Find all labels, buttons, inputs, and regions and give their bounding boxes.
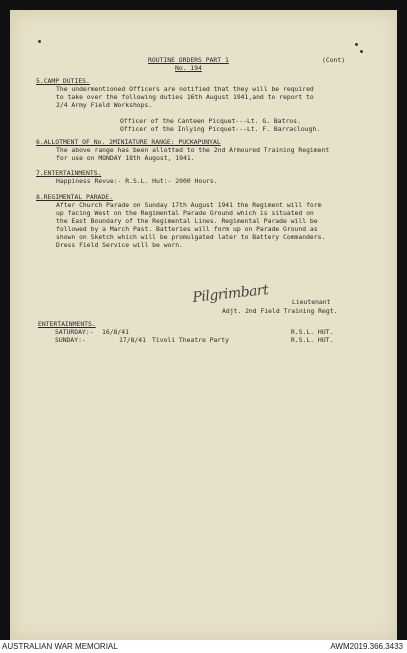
entertainment-row-day: SUNDAY:- (55, 336, 86, 344)
section-heading-entertainments: 7.ENTERTAINMENTS. (36, 169, 102, 177)
entertainment-row-date: 17/8/41 (119, 336, 146, 344)
allotment-line-2: for use on MONDAY 18th August, 1941. (56, 154, 195, 162)
entertainments-line: Happiness Revue:- R.S.L. Hut:- 2000 Hours. (56, 177, 218, 185)
duty-inlying-picquet: Officer of the Inlying Picquet---Lt. F. Barraclough. (120, 125, 321, 133)
entertainment-row-day: SATURDAY:- (55, 328, 94, 336)
entertainment-row-event: Tivoli Theatre Party (152, 336, 229, 344)
camp-duties-line-2: to take over the following duties 16th August 1941,and to report to (56, 93, 314, 101)
punch-hole (355, 43, 358, 46)
order-number: No. 194 (175, 64, 202, 72)
parade-line-1: After Church Parade on Sunday 17th August 1941 the Regiment will form (56, 201, 322, 209)
parade-line-4: followed by a March Past. Batteries will form up on Parade Ground as (56, 225, 318, 233)
institution-name: AUSTRALIAN WAR MEMORIAL (2, 642, 118, 651)
duty-canteen-picquet: Officer of the Canteen Picquet---Lt. G. Batros. (120, 117, 301, 125)
punch-hole (360, 50, 363, 53)
signature-rank: Lieutenant (292, 298, 331, 306)
entertainment-row-date: 16/8/41 (102, 328, 129, 336)
entertainment-row-venue: R.S.L. HUT. (291, 328, 334, 336)
signature-position: Adjt. 2nd Field Training Regt. (222, 307, 338, 315)
camp-duties-line-3: 2/4 Army Field Workshops. (56, 101, 153, 109)
punch-hole (38, 40, 41, 43)
section-heading-allotment: 6.ALLOTMENT OF No. 2MINIATURE RANGE: PUCKAPUNYAL (36, 138, 221, 146)
parade-line-3: the East Boundary of the Regimental Lines. Regimental Parade will be (56, 217, 318, 225)
archive-footer (0, 640, 407, 653)
parade-line-2: up facing West on the Regimental Parade Ground which is situated on (56, 209, 314, 217)
entertainment-row-venue: R.S.L. HUT. (291, 336, 334, 344)
handwritten-signature: Pilgrimbart (191, 282, 269, 306)
continued-mark: (Cont) (322, 56, 346, 64)
accession-number: AWM2019.366.3433 (330, 642, 403, 651)
section-heading-camp-duties: 5.CAMP DUTIES. (36, 77, 90, 85)
camp-duties-line-1: The undermentioned Officers are notified that they will be required (56, 85, 314, 93)
document-title: ROUTINE ORDERS PART 1 (148, 56, 229, 64)
parade-line-5: shown on Sketch which will be promulgated later to Battery Commanders. (56, 233, 326, 241)
section-heading-regimental-parade: 8.REGIMENTAL PARADE. (36, 193, 113, 201)
entertainments-list-heading: ENTERTAINMENTS. (38, 320, 96, 328)
parade-line-6: Dress Field Service will be worn. (56, 241, 183, 249)
allotment-line-1: The above range has been allotted to the 2nd Armoured Training Regiment (56, 146, 330, 154)
